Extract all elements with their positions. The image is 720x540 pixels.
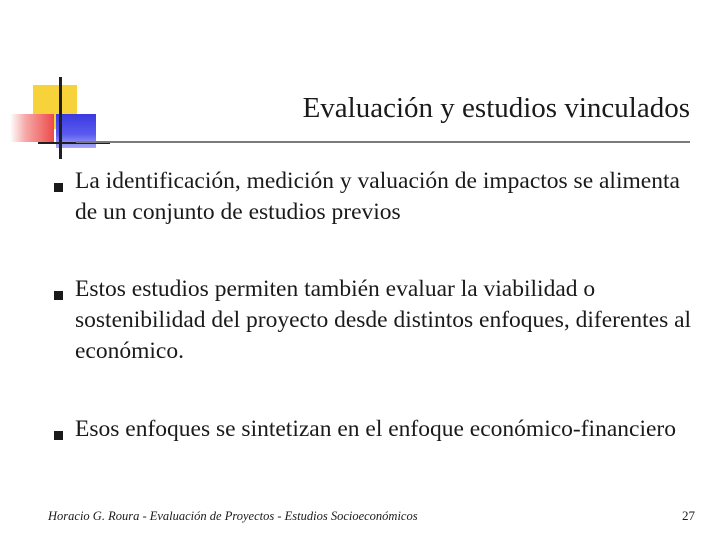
page-number: 27: [682, 508, 695, 523]
bullet-text: Esos enfoques se sintetizan en el enfoque económico-financiero: [75, 416, 676, 442]
bullet-text: La identificación, medición y valuación de impactos se alimenta de un conjunto de estudios previos: [75, 168, 680, 225]
logo-red-square: [10, 114, 54, 142]
decorative-logo: [0, 0, 110, 170]
square-bullet-icon: [54, 183, 63, 192]
square-bullet-icon: [54, 431, 63, 440]
title-underline: [76, 141, 690, 143]
slide-title: Evaluación y estudios vinculados: [302, 92, 690, 124]
square-bullet-icon: [54, 291, 63, 300]
logo-vertical-line: [59, 77, 62, 159]
footer-credit: Horacio G. Roura - Evaluación de Proyectos - Estudios Socioeconómicos: [48, 509, 418, 523]
bullet-text: Estos estudios permiten también evaluar la viabilidad o sostenibilidad del proyecto desde distintos enfoques, diferentes al económico.: [75, 276, 692, 364]
